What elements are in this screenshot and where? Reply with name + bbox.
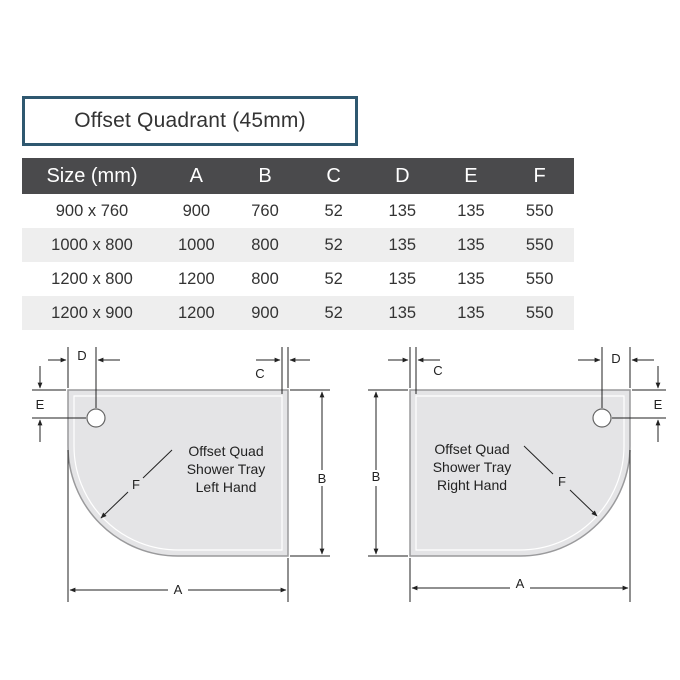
cell-f: 550: [525, 201, 554, 220]
left-tray-label-1: Offset Quad: [188, 443, 264, 459]
table-row: [22, 296, 574, 330]
header-e: E: [437, 158, 506, 194]
right-dim-d-label: D: [611, 351, 621, 366]
left-dim-b-label: B: [317, 471, 327, 486]
cell-c: 52: [324, 269, 343, 288]
page-title: Offset Quadrant (45mm): [74, 109, 306, 132]
right-dim-a-label: A: [515, 576, 525, 591]
cell-d: 135: [368, 296, 437, 330]
cell-size: 1200 x 800: [51, 269, 133, 288]
right-dim-c-label: C: [433, 363, 443, 378]
left-tray-label-3: Left Hand: [195, 479, 257, 495]
cell-d: 135: [368, 228, 437, 262]
table-row: [22, 194, 574, 228]
cell-b: 760: [251, 201, 279, 220]
cell-a: 900: [182, 201, 211, 220]
cell-d: 135: [388, 201, 417, 220]
cell-b: 900: [231, 296, 300, 330]
right-tray-label-1: Offset Quad: [434, 441, 510, 457]
cell-c: 52: [324, 201, 343, 220]
left-dim-e-label: E: [35, 397, 45, 412]
tray-diagrams: [0, 330, 680, 620]
left-waste-icon: [87, 409, 105, 427]
cell-size: 900 x 760: [55, 201, 129, 220]
right-hand-diagram: [368, 347, 666, 602]
left-dim-c-label: C: [255, 366, 265, 381]
cell-e: 135: [437, 296, 506, 330]
header-f: F: [505, 158, 574, 194]
right-tray-label-2: Shower Tray: [432, 459, 512, 475]
title-box: [22, 96, 358, 146]
cell-f: 550: [505, 228, 574, 262]
right-waste-icon: [593, 409, 611, 427]
left-dim-f-label: F: [132, 477, 140, 492]
cell-e: 135: [437, 228, 506, 262]
cell-f: 550: [505, 296, 574, 330]
header-size: Size (mm): [22, 158, 162, 194]
right-dim-e-label: E: [653, 397, 663, 412]
right-dim-f-label: F: [558, 474, 566, 489]
cell-c: 52: [299, 296, 368, 330]
dimensions-table: [22, 158, 574, 330]
cell-b: 800: [251, 269, 279, 288]
cell-f: 550: [525, 269, 554, 288]
cell-e: 135: [457, 269, 485, 288]
cell-a: 1000: [162, 228, 231, 262]
left-hand-diagram: [32, 347, 330, 602]
right-dim-b-label: B: [371, 469, 381, 484]
cell-b: 800: [231, 228, 300, 262]
header-a: A: [162, 158, 231, 194]
cell-size: 1000 x 800: [22, 228, 162, 262]
cell-e: 135: [457, 201, 485, 220]
left-dim-d-label: D: [77, 348, 87, 363]
left-dim-a-label: A: [173, 582, 183, 597]
table-row: [22, 262, 574, 296]
header-c: C: [299, 158, 368, 194]
cell-d: 135: [388, 269, 417, 288]
header-d: D: [368, 158, 437, 194]
right-tray-label-3: Right Hand: [436, 477, 508, 493]
table-header-row: [22, 158, 574, 194]
cell-size: 1200 x 900: [22, 296, 162, 330]
header-b: B: [231, 158, 300, 194]
table-row: [22, 228, 574, 262]
cell-c: 52: [299, 228, 368, 262]
left-tray-label-2: Shower Tray: [186, 461, 266, 477]
cell-a: 1200: [162, 296, 231, 330]
cell-a: 1200: [177, 269, 215, 288]
